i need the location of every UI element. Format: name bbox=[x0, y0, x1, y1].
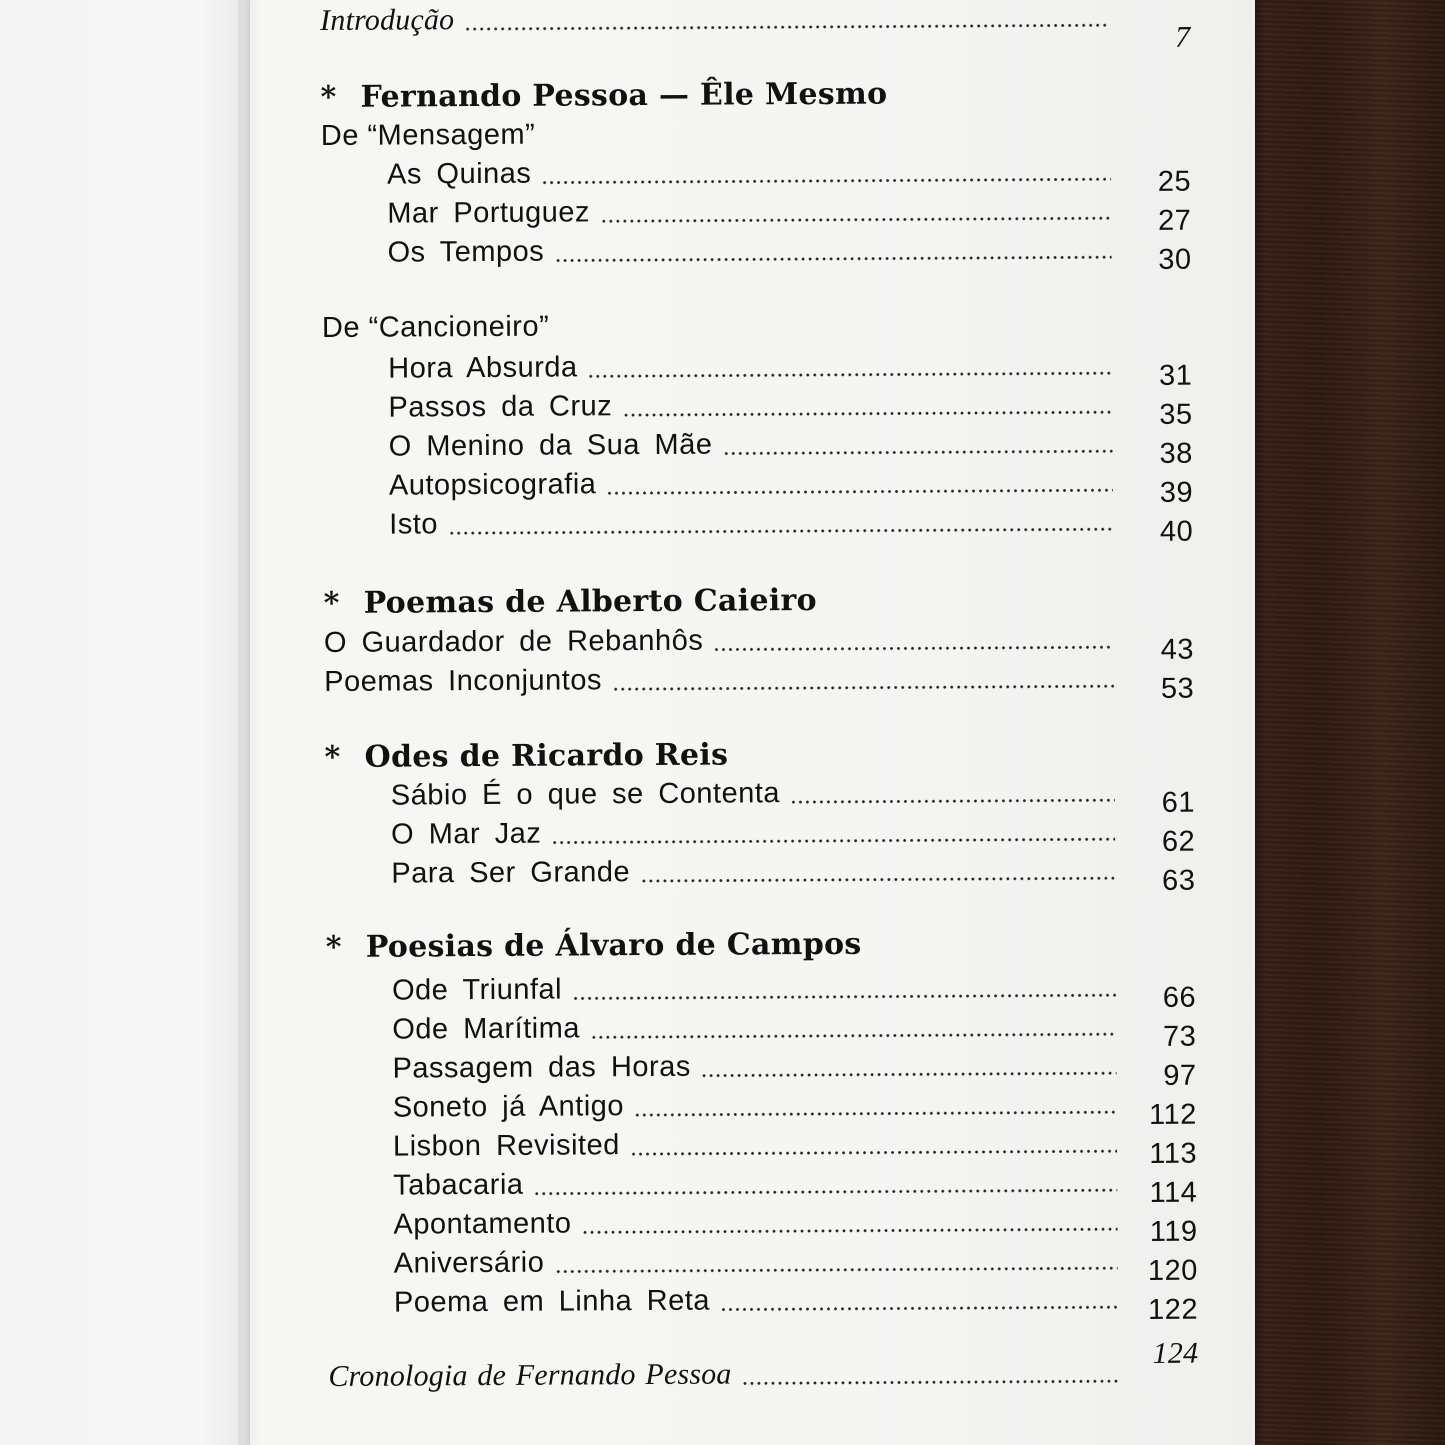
entry-page: 61 bbox=[1161, 786, 1196, 819]
entry-title: Poemas Inconjuntos bbox=[324, 664, 603, 698]
dot-leader bbox=[448, 527, 1113, 535]
dot-leader bbox=[464, 23, 1110, 31]
entry-title: Apontamento bbox=[393, 1207, 572, 1241]
toc-entry bbox=[322, 345, 1193, 392]
table-of-contents bbox=[320, 0, 1209, 1445]
left-page bbox=[0, 0, 250, 1445]
toc-entry bbox=[321, 190, 1192, 237]
dot-leader bbox=[720, 1305, 1118, 1311]
entry-page: 122 bbox=[1148, 1293, 1199, 1326]
section-title: Odes de Ricardo Reis bbox=[364, 737, 729, 775]
dot-leader bbox=[634, 1110, 1117, 1117]
entry-title: Ode Triunfal bbox=[391, 973, 563, 1007]
entry-title: Sábio É o que se Contenta bbox=[390, 777, 781, 812]
asterisk-icon: * bbox=[320, 79, 337, 115]
toc-entry bbox=[325, 811, 1196, 858]
dot-leader bbox=[790, 798, 1115, 804]
toc-entry bbox=[326, 1045, 1197, 1092]
toc-entry bbox=[327, 1084, 1197, 1131]
entry-title: Cronologia de Fernando Pessoa bbox=[328, 1357, 732, 1393]
asterisk-icon: * bbox=[325, 929, 342, 965]
entry-title: O Mar Jaz bbox=[391, 817, 542, 851]
entry-page: 63 bbox=[1162, 864, 1196, 897]
dot-leader bbox=[606, 488, 1113, 495]
entry-page: 25 bbox=[1157, 165, 1192, 198]
entry-title: Para Ser Grande bbox=[391, 856, 631, 890]
entry-title: O Menino da Sua Mãe bbox=[388, 428, 713, 463]
entry-page: 113 bbox=[1149, 1137, 1198, 1170]
entry-page: 97 bbox=[1163, 1059, 1197, 1092]
group-subheading: De “Mensagem” bbox=[320, 118, 536, 152]
entry-page: 73 bbox=[1162, 1020, 1197, 1053]
entry-title: Os Tempos bbox=[387, 235, 545, 269]
entry-title: As Quinas bbox=[386, 157, 532, 191]
section-heading bbox=[320, 77, 887, 115]
toc-entry bbox=[323, 619, 1195, 666]
toc-entry bbox=[326, 967, 1197, 1014]
dot-leader bbox=[582, 1227, 1118, 1234]
toc-entry bbox=[321, 229, 1192, 276]
entry-page: 31 bbox=[1158, 359, 1193, 392]
toc-entry bbox=[323, 423, 1193, 470]
toc-entry bbox=[323, 462, 1194, 509]
entry-page: 119 bbox=[1149, 1215, 1198, 1248]
dot-leader bbox=[554, 1266, 1117, 1273]
entry-title: Passagem das Horas bbox=[392, 1050, 691, 1085]
entry-page: 35 bbox=[1159, 398, 1193, 431]
wooden-table-background bbox=[1240, 0, 1445, 1445]
entry-page: 66 bbox=[1162, 981, 1197, 1014]
toc-entry-introducao bbox=[320, 0, 1191, 54]
dot-leader bbox=[713, 645, 1114, 651]
asterisk-icon: * bbox=[324, 739, 341, 775]
entry-page: 40 bbox=[1159, 515, 1194, 548]
toc-entry bbox=[327, 1123, 1198, 1170]
toc-entry bbox=[325, 850, 1196, 897]
dot-leader bbox=[541, 177, 1111, 184]
entry-title: Lisbon Revisited bbox=[392, 1129, 620, 1163]
dot-leader bbox=[534, 1188, 1118, 1196]
dot-leader bbox=[572, 993, 1116, 1000]
entry-title: Isto bbox=[389, 508, 439, 541]
entry-page: 53 bbox=[1160, 672, 1195, 705]
toc-entry bbox=[325, 772, 1196, 819]
entry-page: 7 bbox=[1174, 20, 1191, 54]
entry-title: Hora Absurda bbox=[388, 351, 578, 385]
entry-page: 27 bbox=[1158, 204, 1192, 237]
section-heading bbox=[326, 927, 862, 965]
dot-leader bbox=[630, 1149, 1117, 1156]
dot-leader bbox=[590, 1032, 1116, 1039]
toc-entry-cronologia bbox=[328, 1336, 1199, 1394]
entry-page: 38 bbox=[1159, 437, 1193, 470]
dot-leader bbox=[551, 837, 1115, 844]
toc-entry bbox=[326, 1006, 1197, 1053]
toc-entry bbox=[321, 151, 1192, 198]
dot-leader bbox=[612, 684, 1114, 691]
section-heading bbox=[325, 738, 729, 775]
entry-title: Passos da Cruz bbox=[388, 390, 613, 424]
entry-title: Autopsicografia bbox=[388, 468, 597, 502]
entry-title: Introdução bbox=[320, 3, 455, 37]
entry-title: Ode Marítima bbox=[392, 1012, 581, 1046]
entry-title: Soneto já Antigo bbox=[392, 1090, 625, 1124]
toc-entry bbox=[327, 1162, 1198, 1209]
dot-leader bbox=[701, 1071, 1117, 1078]
dot-leader bbox=[600, 216, 1111, 223]
entry-page: 114 bbox=[1149, 1176, 1198, 1209]
entry-title: O Guardador de Rebanhôs bbox=[323, 624, 704, 659]
dot-leader bbox=[622, 410, 1112, 417]
book-gutter bbox=[238, 0, 260, 1445]
toc-entry bbox=[324, 658, 1195, 705]
entry-title: Aniversário bbox=[393, 1246, 545, 1280]
entry-title: Tabacaria bbox=[393, 1168, 524, 1202]
toc-entry bbox=[323, 501, 1194, 548]
asterisk-icon: * bbox=[323, 585, 340, 621]
toc-entry bbox=[328, 1279, 1199, 1326]
toc-entry bbox=[322, 384, 1193, 431]
dot-leader bbox=[722, 449, 1112, 455]
section-title: Fernando Pessoa — Êle Mesmo bbox=[360, 76, 888, 115]
section-title: Poesias de Álvaro de Campos bbox=[365, 926, 862, 965]
entry-page: 120 bbox=[1147, 1254, 1198, 1287]
entry-page: 30 bbox=[1158, 243, 1192, 276]
toc-entry bbox=[328, 1240, 1198, 1287]
entry-page: 62 bbox=[1161, 825, 1196, 858]
group-subheading: De “Cancioneiro” bbox=[321, 310, 550, 344]
entry-page: 39 bbox=[1159, 476, 1194, 509]
entry-title: Mar Portuguez bbox=[387, 196, 591, 230]
dot-leader bbox=[640, 876, 1115, 883]
section-title: Poemas de Alberto Caieiro bbox=[363, 582, 818, 621]
section-heading bbox=[324, 583, 817, 621]
dot-leader bbox=[742, 1379, 1119, 1385]
entry-page: 112 bbox=[1148, 1098, 1197, 1131]
entry-page: 43 bbox=[1160, 633, 1195, 666]
dot-leader bbox=[554, 255, 1111, 262]
dot-leader bbox=[588, 371, 1113, 378]
entry-title: Poema em Linha Reta bbox=[393, 1284, 711, 1319]
toc-entry bbox=[327, 1201, 1198, 1248]
entry-page: 124 bbox=[1152, 1336, 1199, 1370]
